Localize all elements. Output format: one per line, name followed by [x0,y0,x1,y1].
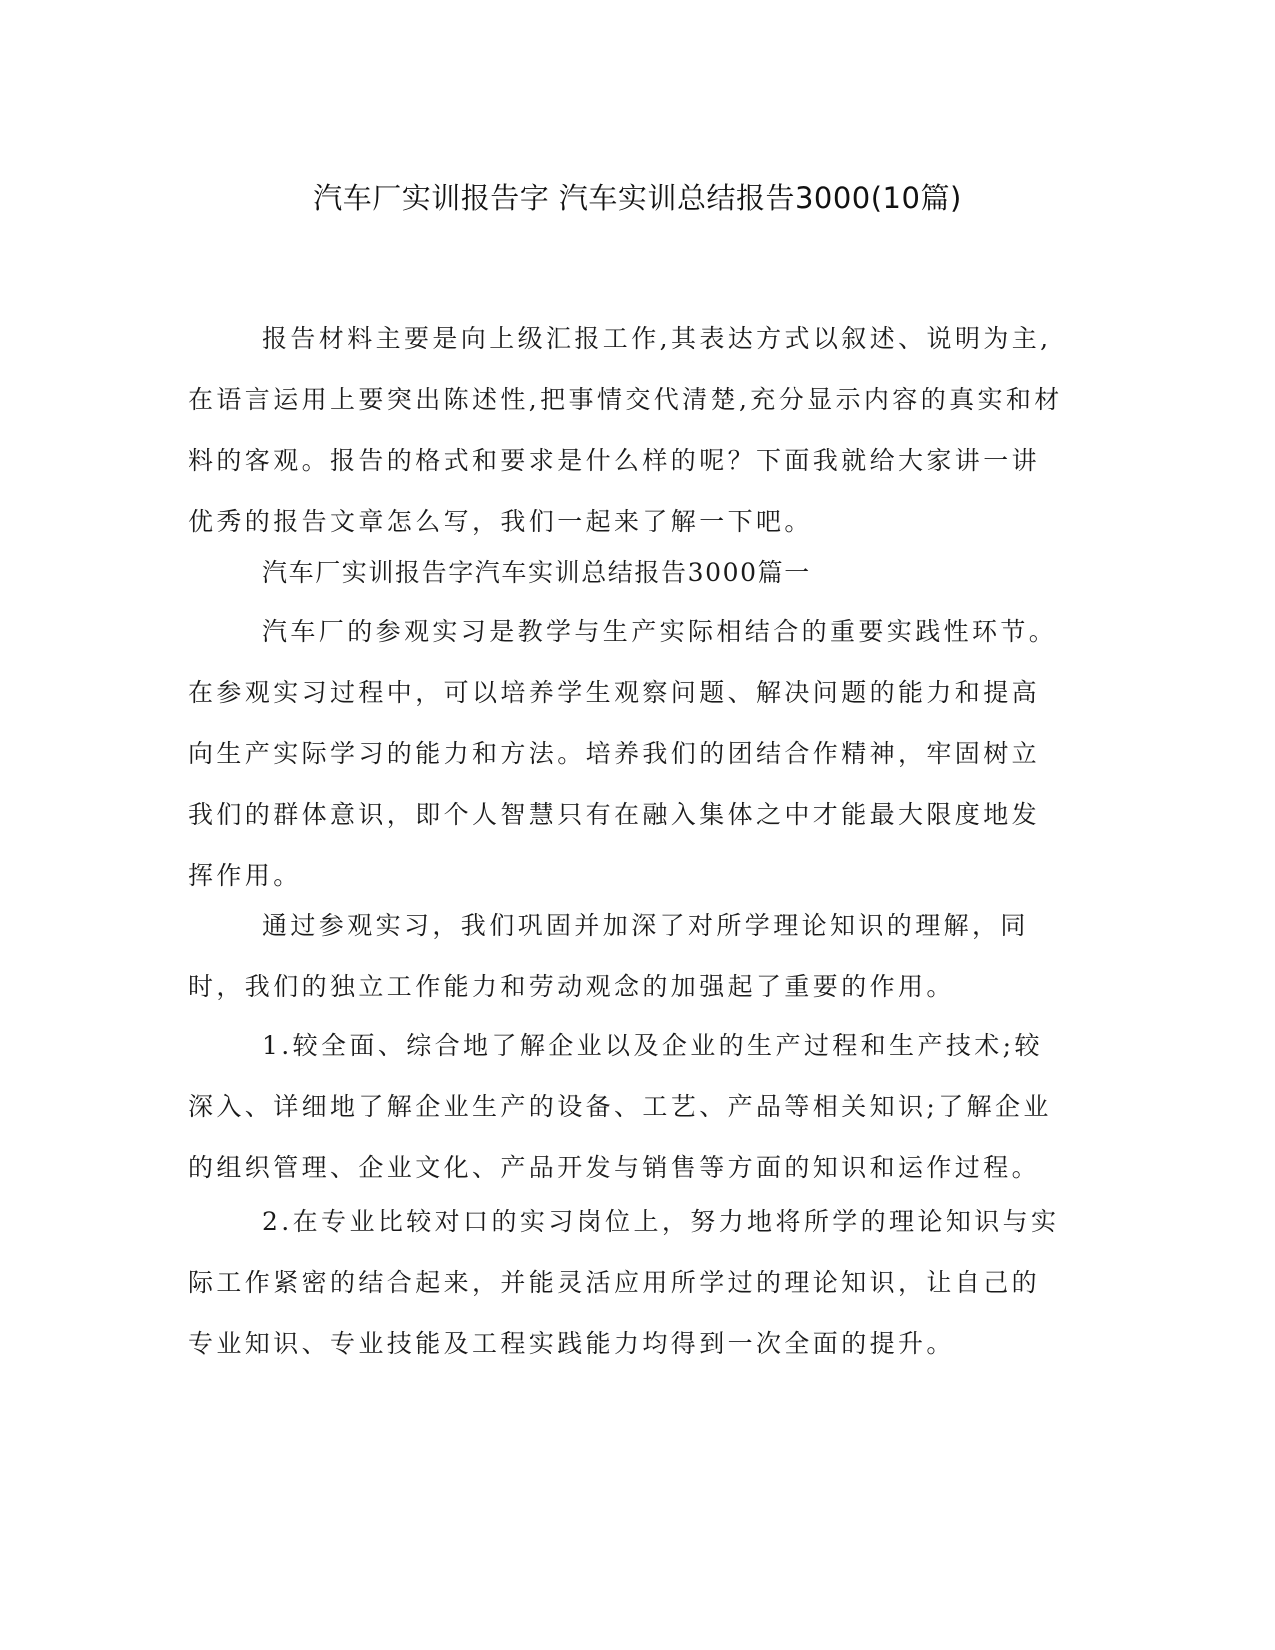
intro-paragraph: 报告材料主要是向上级汇报工作,其表达方式以叙述、说明为主,在语言运用上要突出陈述性,把事情交代清楚,充分显示内容的真实和材料的客观。报告的格式和要求是什么样的呢？下面我就给大家讲一讲优秀的报告文章怎么写，我们一起来了解一下吧。 [188,324,1063,536]
list-item-2: 2.在专业比较对口的实习岗位上，努力地将所学的理论知识与实际工作紧密的结合起来，并能灵活应用所学过的理论知识，让自己的专业知识、专业技能及工程实践能力均得到一次全面的提升。 [188,1207,1060,1358]
body-paragraph-consolidate: 通过参观实习，我们巩固并加深了对所学理论知识的理解，同时，我们的独立工作能力和劳动观念的加强起了重要的作用。 [188,911,1029,1001]
list-item-1: 1.较全面、综合地了解企业以及企业的生产过程和生产技术;较深入、详细地了解企业生产的设备、工艺、产品等相关知识;了解企业的组织管理、企业文化、产品开发与销售等方面的知识和运作过程。 [188,1031,1052,1182]
section-heading: 汽车厂实训报告字汽车实训总结报告3000篇一 [262,558,811,587]
body-paragraph-visit: 汽车厂的参观实习是教学与生产实际相结合的重要实践性环节。在参观实习过程中，可以培养学生观察问题、解决问题的能力和提高向生产实际学习的能力和方法。培养我们的团结合作精神，牢固树立我们的群体意识，即个人智慧只有在融入集体之中才能最大限度地发挥作用。 [188,617,1058,890]
document-title: 汽车厂实训报告字 汽车实训总结报告3000(10篇) [313,181,962,215]
